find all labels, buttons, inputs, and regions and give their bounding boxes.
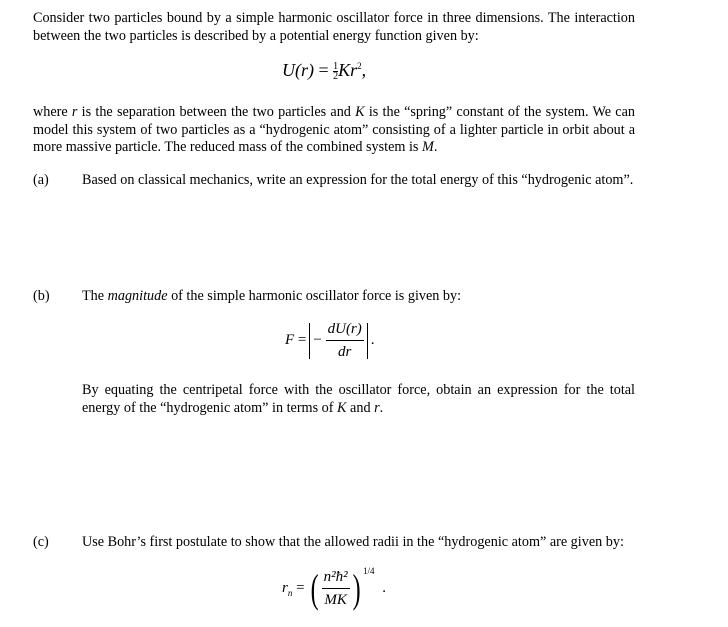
comma: ,: [361, 60, 367, 80]
text: .: [379, 399, 384, 416]
eq-lhs: F: [285, 331, 295, 348]
var-M: M: [422, 139, 434, 155]
radius-fraction: [322, 566, 350, 611]
part-b-label: (b): [33, 288, 50, 304]
text: By equating the centripetal force with the oscillator force, obtain an expression for the total energy of the “hydrogenic atom” in terms of: [82, 382, 635, 416]
emphasis: magnitude: [107, 288, 168, 304]
var-K: K: [337, 399, 347, 416]
part-b-text: [82, 288, 635, 306]
abs-bar-right: [367, 323, 368, 359]
eq-lhs: U(r): [282, 60, 314, 80]
text: of the simple harmonic oscillator force is given by:: [167, 288, 462, 304]
subscript: n: [287, 587, 293, 598]
part-a-text: Based on classical mechanics, write an expression for the total energy of this “hydrogenic atom”.: [82, 172, 634, 188]
description-paragraph: [33, 104, 635, 157]
var-r: r: [374, 399, 380, 416]
minus: −: [313, 331, 322, 348]
var-K: K: [355, 104, 365, 120]
text: and: [346, 399, 375, 416]
radius-equation: [282, 566, 386, 611]
var-r: r: [71, 104, 78, 120]
text: .: [433, 139, 438, 155]
potential-equation: [282, 62, 366, 81]
part-b-text-2: [82, 382, 635, 417]
abs-bar-left: [309, 323, 310, 359]
eq-rhs: Kr: [338, 60, 358, 80]
part-c-text: Use Bohr’s first postulate to show that the allowed radii in the “hydrogenic atom” are given by:: [82, 534, 624, 550]
period: .: [382, 579, 386, 596]
text: The: [82, 288, 108, 304]
eq-lhs: r: [282, 579, 288, 596]
exponent: 1/4: [362, 565, 375, 576]
text: is the “spring” constant of the system. We can model this system of two particles as a “hydrogenic atom” consisting of a lighter particle in orbit about a more massive particle. The reduced mass of the combined system is: [33, 104, 635, 155]
left-paren: (: [310, 565, 319, 611]
text: is the separation between the two particles and: [77, 104, 356, 120]
intro-paragraph: Consider two particles bound by a simple harmonic oscillator force in three dimensions. The interaction between the two particles is described by a potential energy function given by:: [33, 10, 635, 44]
part-a-label: (a): [33, 172, 49, 188]
denominator: 2: [333, 71, 339, 83]
numerator: n²ħ²: [322, 566, 350, 589]
numerator: dU(r): [326, 318, 364, 341]
eq-sign: =: [318, 60, 329, 80]
part-c-label: (c): [33, 534, 49, 550]
eq-sign: =: [297, 331, 307, 348]
period: .: [370, 331, 375, 348]
right-paren: ): [352, 565, 361, 611]
denominator: MK: [324, 592, 347, 608]
denominator: dr: [338, 344, 352, 360]
force-equation: [285, 318, 375, 363]
exponent: 2: [357, 61, 362, 71]
derivative-fraction: [326, 318, 364, 363]
numerator: 1: [333, 61, 339, 73]
eq-sign: =: [296, 579, 305, 596]
text: where: [33, 104, 72, 120]
